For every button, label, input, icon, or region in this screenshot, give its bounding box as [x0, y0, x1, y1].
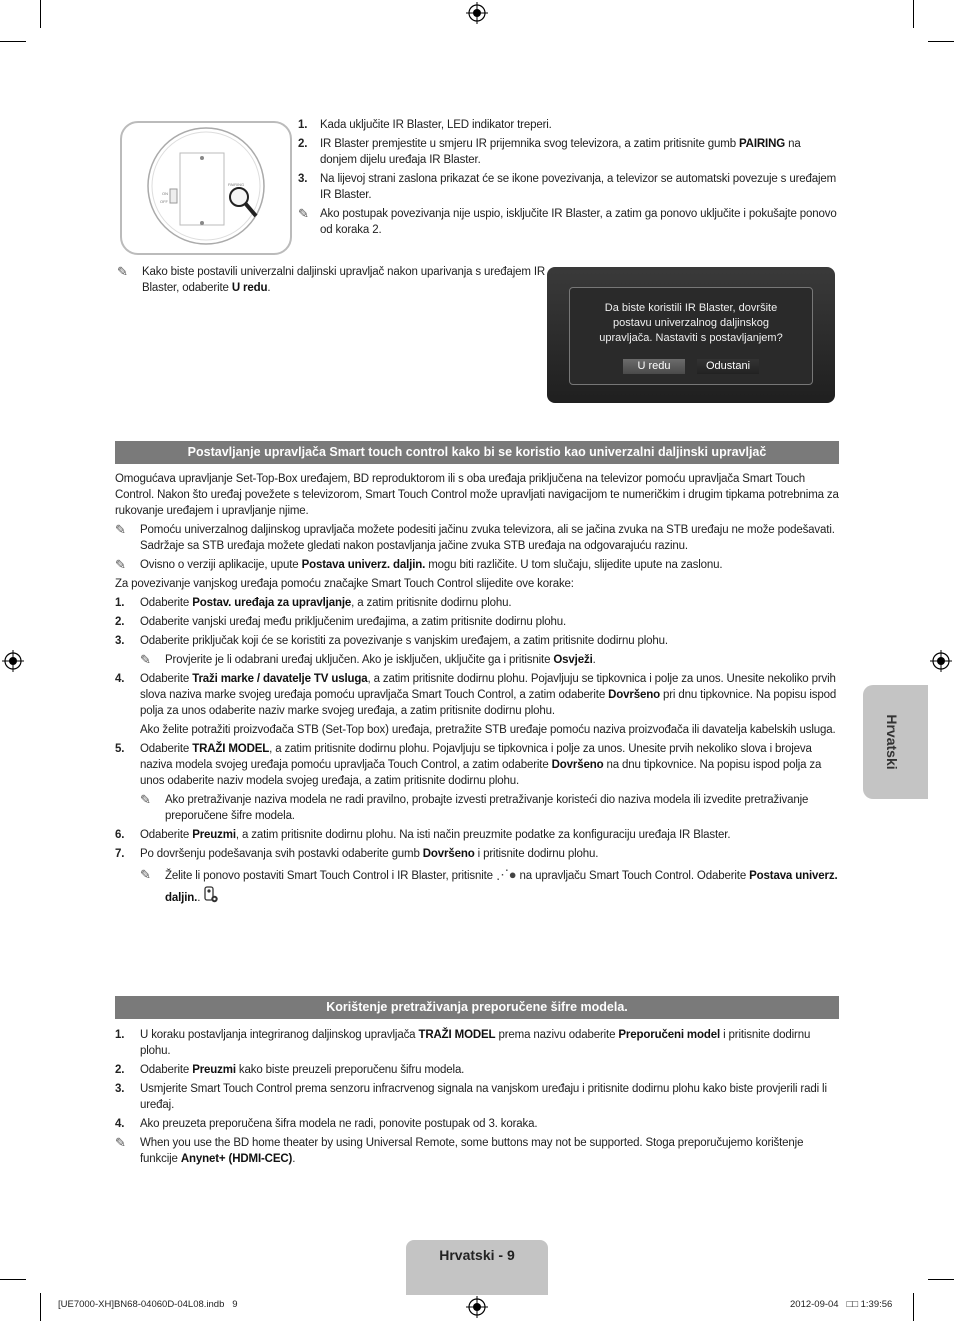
note-pencil-icon: ✎ — [117, 264, 128, 279]
list-item — [298, 117, 838, 133]
remote-settings-icon — [203, 886, 219, 904]
dialog-cancel-button[interactable]: Odustani — [697, 359, 759, 374]
list-number: 2. — [298, 138, 308, 150]
intro-steps — [298, 117, 838, 238]
section-2-title: Korištenje pretraživanja preporučene šifre modela. — [115, 996, 839, 1019]
list-text: Na lijevoj strani zaslona prikazat će se ikone povezivanja, a televizor se automatski povezuje s uređajem IR Blaster. — [320, 173, 837, 201]
registration-mark-icon — [930, 650, 952, 672]
intro-note — [298, 206, 838, 238]
footer-date: 2012-09-04 □□ 1:39:56 — [790, 1299, 893, 1310]
list-item: 6. Odaberite Preuzmi, a zatim pritisnite dodirnu plohu. Na isti način preuzmite podatke za konfiguraciju uređaja IR Blaster. — [115, 829, 731, 841]
registration-mark-icon — [2, 650, 24, 672]
list-item: 2. Odaberite Preuzmi kako biste preuzeli preporučenu šifru modela. — [115, 1064, 465, 1076]
registration-mark-icon — [466, 2, 488, 24]
list-text: Kada uključite IR Blaster, LED indikator treperi. — [320, 119, 552, 131]
dialog-ok-button[interactable]: U redu — [623, 359, 685, 374]
crop-mark — [40, 1293, 41, 1321]
note-pencil-icon: ✎ — [140, 652, 151, 667]
crop-mark — [913, 0, 914, 28]
note-pencil-icon: ✎ — [115, 1135, 126, 1150]
list-item: 5. Odaberite TRAŽI MODEL, a zatim pritisnite dodirnu plohu. Pojavljuju se tipkovnica i polje za unos. Unesite prvih nekoliko slova i brojeva naziva modela svojeg uređaja pomoću upravljača Touch Control, a zatim odaberite Dovršeno na dnu tipkovnice. Na popisu ispod polja za unos odaberite naziv modela svojeg uređaja, a zatim pritisnite dodirnu plohu. — [115, 743, 822, 787]
list-item — [298, 136, 838, 168]
note-pencil-icon: ✎ — [140, 867, 151, 882]
page-number-tab — [406, 1240, 548, 1295]
list-number: 3. — [298, 173, 308, 185]
pairing-label: PAIRING — [228, 182, 245, 187]
dialog-message: Da biste koristili IR Blaster, dovršite postavu univerzalnog daljinskog upravljača. Nastaviti s postavljanjem? — [599, 302, 783, 344]
list-item-note: ✎ Provjerite je li odabrani uređaj uključen. Ako je isključen, uključite ga i pritisnite Osvježi. — [140, 652, 596, 667]
remote-control-button-icon: ⋰● — [495, 867, 517, 882]
list-item-note: ✎ Želite li ponovo postaviti Smart Touch Control i IR Blaster, pritisnite ⋰● na upravljaču Smart Touch Control. Odaberite Postava univerz. daljin.. — [140, 867, 838, 904]
intro-note-text: Ako postupak povezivanja nije uspio, isključite IR Blaster, a zatim ga ponovo uključite i pokušajte ponovo od koraka 2. — [320, 208, 837, 236]
language-side-tab — [863, 685, 928, 799]
note-pencil-icon: ✎ — [115, 522, 126, 537]
list-text: na donjem dijelu uređaja IR Blaster. — [320, 138, 801, 166]
ir-blaster-device-icon — [122, 123, 290, 253]
universal-remote-note: ✎ Kako biste postavili univerzalni daljinski upravljač nakon uparivanja s uređajem IR Blaster, odaberite U redu. — [117, 264, 546, 294]
crop-mark — [40, 0, 41, 28]
section-1-title: Postavljanje upravljača Smart touch control kako bi se koristio kao univerzalni daljinski upravljač — [115, 441, 839, 464]
list-text: IR Blaster premjestite u smjeru IR prijemnika svog televizora, a zatim pritisnite gumb — [320, 138, 739, 150]
list-text: PAIRING — [739, 138, 786, 150]
list-item: 3. Odaberite priključak koji će se koristiti za povezivanje s vanjskim uređajem, a zatim pritisnite dodirnu plohu. — [115, 635, 668, 647]
list-item: 7. Po dovršenju podešavanja svih postavki odaberite gumb Dovršeno i pritisnite dodirnu plohu. — [115, 848, 599, 860]
list-number: 1. — [298, 119, 308, 131]
page-number: Hrvatski - 9 — [439, 1247, 515, 1263]
list-item: 1. U koraku postavljanja integriranog daljinskog upravljača TRAŽI MODEL prema nazivu odaberite Preporučeni model i pritisnite dodirnu plohu. — [115, 1029, 811, 1057]
registration-mark-icon — [466, 1296, 488, 1318]
list-item-note: ✎ Ako pretraživanje naziva modela ne radi pravilno, probajte izvesti pretraživanje koristeći dio naziva modela ili izvedite pretraživanje preporučene šifre modela. — [140, 792, 809, 822]
list-item: 4. Ako preuzeta preporučena šifra modela ne radi, ponovite postupak od 3. koraka. — [115, 1118, 538, 1130]
ir-blaster-illustration — [120, 121, 292, 255]
note-pencil-icon: ✎ — [140, 792, 151, 807]
section-1-note-2: ✎ Ovisno o verziji aplikacije, upute Postava univerz. daljin. mogu biti različite. U tom slučaju, slijedite upute na zaslonu. — [115, 557, 723, 572]
tv-dialog-screenshot — [547, 267, 835, 403]
note-pencil-icon: ✎ — [298, 206, 309, 221]
language-side-tab-label: Hrvatski — [884, 714, 900, 770]
section-2-body — [115, 1027, 839, 1167]
crop-mark — [928, 41, 954, 42]
list-item: 1. Odaberite Postav. uređaja za upravljanje, a zatim pritisnite dodirnu plohu. — [115, 597, 512, 609]
section-1-body — [115, 471, 839, 908]
crop-mark — [0, 1279, 26, 1280]
section-1-lead: Za povezivanje vanjskog uređaja pomoću značajke Smart Touch Control slijedite ove korake: — [115, 578, 574, 590]
list-item: 2. Odaberite vanjski uređaj među priključenim uređajima, a zatim pritisnite dodirnu plohu. — [115, 616, 567, 628]
list-item — [298, 171, 838, 203]
list-item: 3. Usmjerite Smart Touch Control prema senzoru infracrvenog signala na vanjskom uređaju i pritisnite dodirnu plohu kako biste provjerili radi li uređaj. — [115, 1083, 827, 1111]
section-1-intro: Omogućava upravljanje Set-Top-Box uređajem, BD reproduktorom ili s oba uređaja priključena na televizor pomoću upravljača Smart Touch Control. Nakon što uređaj povežete s televizorom, Smart Touch Control može upravljati navigacijom te numeričkim i drugim tipkama potrebnima za rukovanje uređajem i upravljanje njime. — [115, 473, 839, 517]
crop-mark — [0, 41, 26, 42]
crop-mark — [913, 1293, 914, 1321]
dialog-box — [569, 287, 813, 385]
note-pencil-icon: ✎ — [115, 557, 126, 572]
off-label: OFF — [160, 199, 168, 204]
on-label: ON — [162, 191, 168, 196]
list-item-extra: Ako želite potražiti proizvođača STB (Set-Top box) uređaja, pretražite STB uređaje pomoću naziva proizvođača ili davatelja kabelskih usluga. — [140, 724, 836, 736]
list-item: 4. Odaberite Traži marke / davatelje TV usluga, a zatim pritisnite dodirnu plohu. Pojavljuju se tipkovnica i polje za unos. Unesite nekoliko prvih slova naziva marke svojeg uređaja pomoću upravljača Smart Touch Control, a zatim odaberite Dovršeno pri dnu tipkovnice. Na popisu ispod polja za unos odaberite naziv marke svojeg uređaja, a zatim pritisnite dodirnu plohu. — [115, 673, 837, 717]
section-2-note: ✎ When you use the BD home theater by using Universal Remote, some buttons may not be supported. Stoga preporučujemo korištenje funkcije Anynet+ (HDMI-CEC). — [115, 1135, 804, 1165]
crop-mark — [928, 1279, 954, 1280]
section-1-note-1: ✎ Pomoću univerzalnog daljinskog upravljača možete podesiti jačinu zvuka televizora, ali se jačina zvuka na STB uređaju ne može podešavati. Sadržaje sa STB uređaja možete gledati nakon postavljanja jačine zvuka STB uređaja na odgovarajuću razinu. — [115, 522, 835, 552]
footer-file-name: [UE7000-XH]BN68-04060D-04L08.indb 9 — [58, 1299, 238, 1310]
